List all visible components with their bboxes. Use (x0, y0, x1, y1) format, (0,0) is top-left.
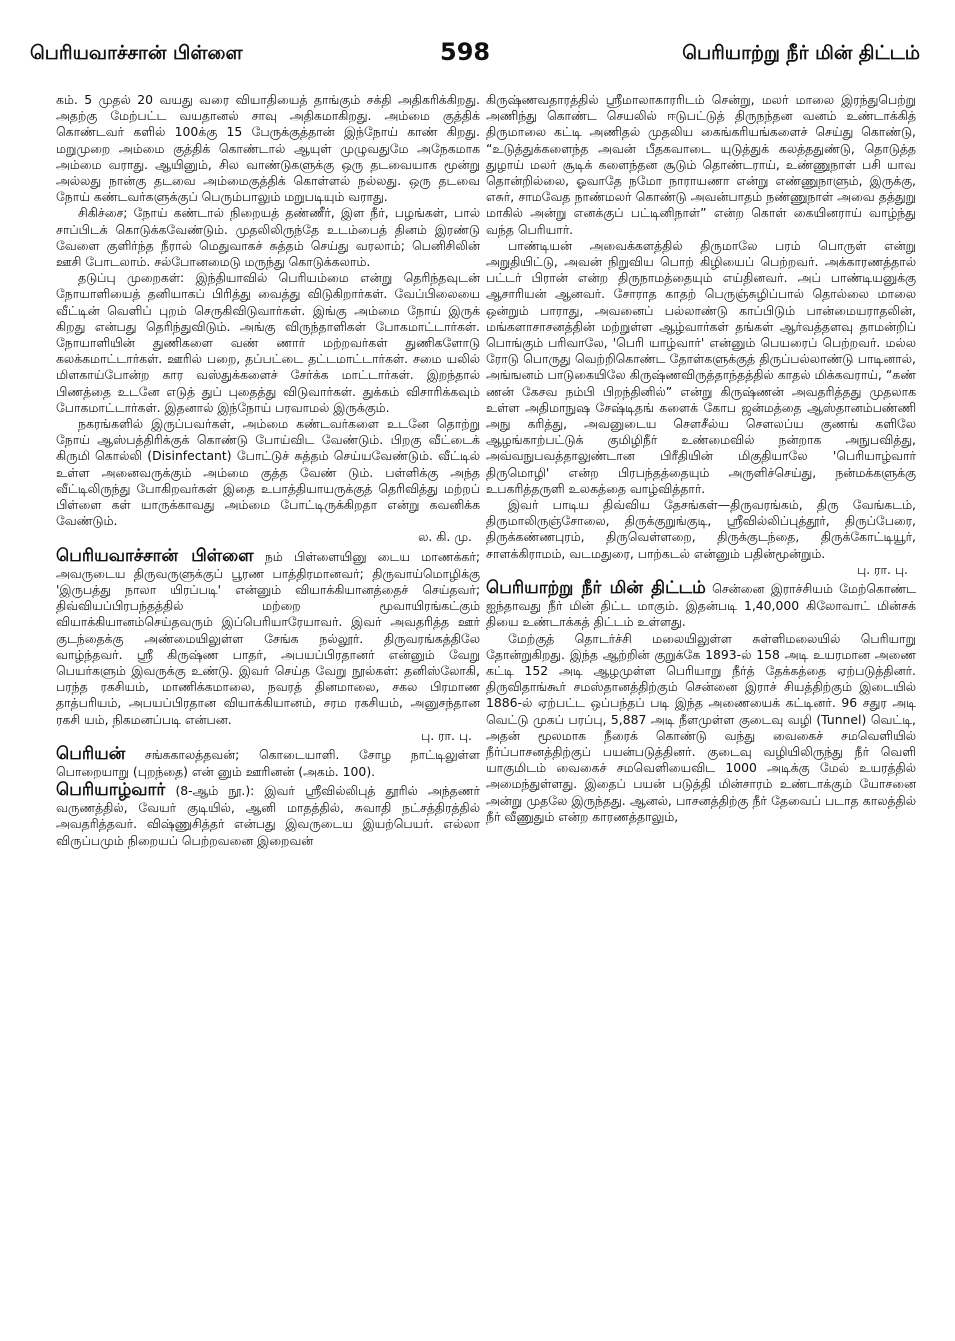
entry-text: சென்னை இராச்சியம் மேற்கொண்ட ஐந்தாவது நீர் மின் திட்ட மாகும். இதன்படி 1,40,000 கிலோவாட் மின்சக் தியை உண்டாக்கத் திட்டம் உள்ளது. (486, 581, 916, 630)
paragraph: பாண்டியன் அவைக்களத்தில் திருமாலே பரம் பொருள் என்று அறுதியிட்டு, அவன் நிறுவிய பொற் கிழியைப் பெற்றவர். அக்காரணத்தால் பட்டர் பிரான் என்ற திருநாமத்தையும் எய்தினவர். அப் பாண்டியனுக்கு ஆசாரியன் ஆனவர். சோராத காதற் பெருஞ்சுழிப்பால் தொல்லை மாலை ஒன்றும் பாராது, அவனைப் பல்லாண்டு காப்பிடும் பான்மையராதலின், மங்களாசாசனத்தின் மற்றுள்ள ஆழ்வார்கள் தங்கள் ஆர்வத்தளவு தாமன்றிப் பொங்கும் பரிவாலே, 'பெரி யாழ்வார்' என்னும் பெயரைப் பெற்றவர். மல்ல ரோடு பொருது வெற்றிகொண்ட தோள்களுக்குத் திருப்பல்லாண்டு பாடினால், அங்ஙனம் பாடுகையிலே கிருஷ்ணவிருத்தாந்தத்தில் காதல் மிக்கவராய், “கண் ணன் கேசவ நம்பி பிறந்தினில்” என்று கிருஷ்ணன் அவதரித்தது முதலாக உள்ள அதிமாநுஷ சேஷ்டிதங் களைக் கோப ஜன்மத்தை ஆஸ்தானம்பண்ணி அநு கரித்து, அவனுடைய சௌசீல்ய சௌலப்ய குணங் களிலே ஆழங்காற்பட்டுக் குமிழிநீர் உண்மைவில் நன்றாக அநுபவித்து, அவ்வநுபவத்தாலுண்டான பிரீதியின் மிகுதியாலே 'பெரியாழ்வார் திருமொழி' என்ற பிரபந்தத்தையும் அருளிச்செய்து, நன்மக்களுக்கு உபகரித்தருளி உலகத்தை வாழ்வித்தார். (486, 237, 916, 496)
paragraph: கம். 5 முதல் 20 வயது வரை வியாதியைத் தாங்கும் சக்தி அதிகரிக்கிறது. அதற்கு மேற்பட்ட வயதானல் சாவு அதிகமாகிறது. அம்மை குத்திக் கொண்டவர் களில் 100க்கு 15 பேருக்குத்தான் இந்நோய் காண் கிறது. மறுமுறை அம்மை குத்திக் கொண்டால் ஆயுள் முழுவதுமே அநேகமாக அம்மை வராது. ஆயினும், சில வாண்டுகளுக்கு ஒரு தடவையாக மூன்று அல்லது நான்கு தடவை அம்மைகுத்திக் கொள்ளல் நல்லது. ஒரு தடவை நோய் கண்டவர்களுக்குப் பெரும்பாலும் மறுபடியும் வராது. (56, 92, 480, 205)
author-initials: ல. கி. மு. (418, 529, 472, 545)
paragraph: சிகிச்சை; நோய் கண்டால் நிறையத் தண்ணீர், இள நீர், பழங்கள், பால் சாப்பிடக் கொடுக்கவேண்டும். முதலிலிருந்தே உடம்பைத் தினம் இரண்டு வேளை குளிர்ந்த நீரால் மெதுவாகச் சுத்தம் செய்து வரலாம்; பெனிசிலின் ஊசி போடலாம். சல்போனமைடு மருந்து கொடுக்கலாம். (56, 205, 480, 270)
right-column (486, 92, 916, 1327)
entry-text: சங்ககாலத்தவன்; கொடையாளி. சோழ நாட்டிலுள்ள பொறையாறு (புறந்தை) என் னும் ஊரினன் (அகம். 100). (56, 746, 480, 779)
page-number: 598 (440, 38, 491, 66)
paragraph: தடுப்பு முறைகள்: இந்தியாவில் பெரியம்மை என்று தெரிந்தவுடன் நோயாளியைத் தனியாகப் பிரித்து வைத்து விடுகிறார்கள். வேப்பிலையை வீட்டின் வெளிப் புறம் செருகிவிடுவார்கள். இங்கு அம்மை நோய் இருக் கிறது என்பது தெரிந்துவிடும். அங்கு விருந்தாளிகள் போகமாட்டார்கள். நோயாளியின் துணிகளை வண் ணார் மற்றவர்கள் துணிகளோடு கலக்கமாட்டார்கள். ஊரில் பறை, தப்பட்டை தட்டமாட்டார்கள். சமை யலில் மிளகாய்போன்ற கார வஸ்துக்களைச் சேர்க்க மாட்டார்கள். இறந்தால் பிணத்தை உடனே எடுத் துப் புதைத்து விடுவார்கள். துக்கம் விசாரிக்கவும் போகமாட்டார்கள். இதனால் இந்நோய் பரவாமல் இருக்கும். (56, 270, 480, 415)
running-head-left: பெரியவாச்சான் பிள்ளை (30, 42, 243, 64)
paragraph: கிருஷ்ணவதாரத்தில் ஸ்ரீமாலாகாரரிடம் சென்று, மலர் மாலை இரந்துபெற்று அணிந்து கொண்ட செயலில் ஈடுபட்டுத் திருநந்தன வனம் உண்டாக்கித் திருமாலை கட்டி அணிதல் முதலிய கைங்கரியங்களைச் செய்து கொண்டு, “உடுத்துக்களைந்த அவன் பீதகவாடை யுடுத்துக் கலத்ததுண்டு, தொடுத்த துழாய் மலர் சூடிக் களைந்தன சூடும் தொண்டராய், உண்ணுநாள் பசி யாவ தொன்றில்லை, ஓவாதே நமோ நாராயணா என்று எண்ணுநாளும், இருக்கு, எசுர், சாமவேத நாண்மலர் கொண்டு அவன்பாதம் நண்ணுநாள் அவை தத்துறு மாகில் அன்று எனக்குப் பட்டினிநாள்” என்ற கொள் கையினராய் வாழ்ந்து வந்த பெரியார். (486, 92, 916, 237)
entry-text: (8-ஆம் நூ.): இவர் ஸ்ரீவில்லிபுத் தூரில் அந்தணர் வருணத்தில், வேயர் குடியில், ஆனி மாதத்தில், சுவாதி நட்சத்திரத்தில் அவதரித்தவர். விஷ்ணுசித்தர் என்பது இவருடைய இயற்பெயர். எல்லா விருப்பமும் நிறையப் பெற்றவனை இறைவன் (56, 783, 480, 848)
entry-heading: பெரியாழ்வார் (56, 780, 166, 801)
entry (56, 744, 480, 780)
page-header (30, 38, 920, 74)
entry-heading: பெரியாற்று நீர் மின் திட்டம் (486, 578, 706, 599)
author-initials: பு. ரா. பு. (856, 561, 908, 577)
entry (56, 780, 480, 849)
entry-heading: பெரியன் (56, 743, 126, 764)
entry (486, 578, 916, 630)
entry-heading: பெரியவாச்சான் பிள்ளை (56, 545, 254, 566)
running-head-right: பெரியாற்று நீர் மின் திட்டம் (682, 42, 920, 64)
left-column (56, 92, 480, 1327)
paragraph: நகரங்களில் இருப்பவர்கள், அம்மை கண்டவர்களை உடனே தொற்று நோய் ஆஸ்பத்திரிக்குக் கொண்டு போய்விட வேண்டும். பிறகு வீட்டைக் கிருமி கொல்லி (Disinfectant) போட்டுச் சுத்தம் செய்யவேண்டும். வீட்டில் உள்ள அனைவருக்கும் அம்மை குத்த வேண் டும். பள்ளிக்கு அந்த வீட்டிலிருந்து போகிறவர்கள் இதை உபாத்தியாயருக்குத் தெரிவித்து மற்றப் பிள்ளை கள் யாருக்காவது அம்மை போட்டிருக்கிறதா என்று கவனிக்க வேண்டும். (56, 416, 480, 529)
author-initials: பு. ரா. பு. (420, 727, 472, 743)
paragraph: மேற்குத் தொடர்ச்சி மலையிலுள்ள சுள்ளிமலையில் பெரியாறு தோன்றுகிறது. இந்த ஆற்றின் குறுக்கே 1893-ல் 158 அடி உயரமான அணை கட்டி 152 அடி ஆழமுள்ள பெரியாறு நீர்த் தேக்கத்தை ஏற்படுத்தினர். திருவிதாங்கூர் சமஸ்தானத்திற்கும் சென்னை இராச் சியத்திற்கும் இடையில் 1886-ல் ஏற்பட்ட ஒப்பந்தப் படி இந்த அணையைக் கட்டினர். 96 சதுர அடி வெட்டு முகப் பரப்பு, 5,887 அடி நீளமுள்ள குடைவு வழி (Tunnel) வெட்டி, அதன் மூலமாக நீரைக் கொண்டு வந்து வைகைச் சமவெளியில் நீர்ப்பாசனத்திற்குப் பயன்படுத்தினர். குடைவு வழியிலிருந்து நீர் வெளி யாகுமிடம் வைகைச் சமவெளியைவிட 1000 அடிக்கு மேல் உயரத்தில் அமைந்துள்ளது. இதைப் பயன் படுத்தி மின்சாரம் உண்டாக்கும் யோசனை அன்று முதலே இருந்தது. ஆனல், பாசனத்திற்கு நீர் தேவைப் படாத காலத்தில் நீர் வீணுதும் என்ற காரணத்தாலும், (486, 630, 916, 824)
entry (56, 546, 480, 728)
paragraph: இவர் பாடிய திவ்விய தேசங்கள்—திருவரங்கம், திரு வேங்கடம், திருமாலிருஞ்சோலை, திருக்குறுங்குடி, ஸ்ரீவில்லிப்புத்தூர், திருப்பேரை, திருக்கண்ணபுரம், திருவெள்ளறை, திருக்குடந்தை, திருக்கோட்டியூர், சாளக்கிராமம், வடமதுரை, பாற்கடல் என்னும் பதின்மூன்றும். (486, 497, 916, 561)
entry-text: நம் பிள்ளையினு டைய மாணக்கர்; அவருடைய திருவருளுக்குப் பூரண பாத்திரமானவர்; திருவாய்மொழிக்கு 'இருபத்து நாலா யிரப்படி' என்னும் வியாக்கியானத்தைச் செய்தவர்; திவ்வியப்பிரபந்தத்தில் மற்றை மூவாயிரங்கட்கும் வியாக்கியானம்செய்தவரும் இப்பெரியாரேயாவர். இவர் அவதரித்த ஊர் குடந்தைக்கு அண்மையிலுள்ள சேங்க நல்லூர். திருவரங்கத்திலே வாழ்ந்தவர். ஸ்ரீ கிருஷ்ண பாதர், அபயப்பிரதானர் என்னும் வேறு பெயர்களும் இவருக்கு உண்டு. இவர் செய்த வேறு நூல்கள்: தனிஸ்லோகி, பரந்த ரகசியம், மாணிக்கமாலை, நவரத் தினமாலை, சகல பிரமாண தாத்பரியம், அபயப்பிரதான வியாக்கியானம், சரம ரகசியம், அனுசந்தான ரகசி யம், நிகமனப்படி என்பன. (56, 548, 480, 727)
